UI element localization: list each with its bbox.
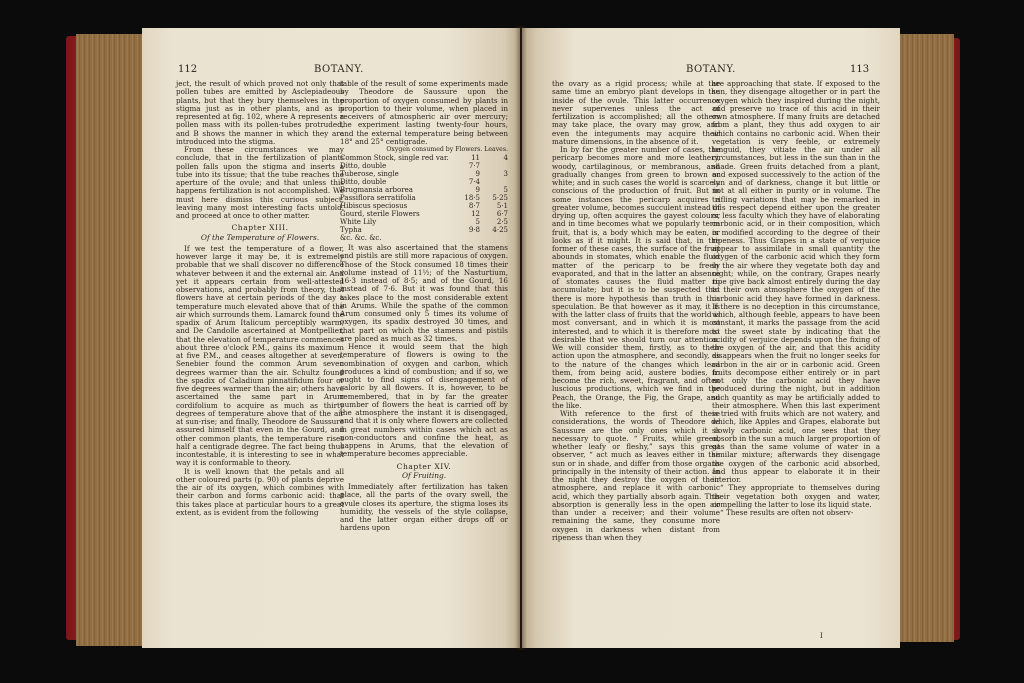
leaves-value-cell: 3 xyxy=(503,170,508,178)
flowers-value-cell: 18·5 xyxy=(464,194,480,202)
leaves-value-cell xyxy=(480,234,508,242)
plant-name-cell: Ditto, double xyxy=(340,162,387,170)
paragraph: With reference to the first of these considerations, the words of Theodore de Saussure are the only ones which it is necessary to quote. “ Fruits, while green, whether leafy or fleshy,” says this great observer, “ act much as leaves either in the sun or in shade, and differ from those organs principally in the intensity of their action. In the night they destroy the oxygen of their atmosphere, and replace it with carbonic acid, which they partially absorb again. This absorption is generally less in the open air than under a receiver; and their volume remaining the same, they consume more oxygen in darkness when distant from ripeness than when they xyxy=(552,409,720,542)
left-column-1 xyxy=(176,80,344,517)
table-row xyxy=(340,154,508,162)
paragraph: Hence it would seem that the high temperature of flowers is owing to the combination of oxygen and carbon, which produces a kind of combustion; and if so, we ought to find signs of disengagement of caloric by all flowers. It is, however, to be remembered, that in by far the greater number of flowers the heat is carried off by the atmosphere the instant it is disengaged, and that it is only where flowers are collected in great numbers within cases which act as non-conductors and confine the heat, as happens in Arums, that the elevation of temperature becomes appreciable. xyxy=(340,342,508,459)
chapter-heading: Chapter XIV. xyxy=(396,461,452,471)
paragraph: If we test the temperature of a flower, however large it may be, it is extremely probable that we shall discover no difference whatever between it and the external air. And yet it appears certain from well-attested observations, and probably from theory, that flowers have at certain periods of the day a temperature much elevated above that of the air which surrounds them. Lamarck found the spadix of Arum Italicum perceptibly warm; and De Candolle ascertained at Montpellier, that the elevation of temperature commences about three o'clock P.M., gains its maximum at five P.M., and ceases altogether at seven. Senebier found the common Arum seven degrees warmer than the air. Schultz found the spadix of Caladium pinnatifidum four or five degrees warmer than the air; others have ascertained the same part in Arum cordifolium to acquire as much as thirty degrees of temperature above that of the air at sun-rise; and finally, Theodore de Saussure assured himself that even in the Gourd, and other common plants, the temperature rises half a centigrade degree. The fact being thus incontestable, it is interesting to see in what way it is conformable to theory. xyxy=(176,243,344,468)
oxygen-table xyxy=(340,154,508,242)
leaves-value-cell: 5·1 xyxy=(496,202,508,210)
table-row xyxy=(340,194,508,202)
running-head: BOTANY. xyxy=(686,64,736,75)
leaves-value-cell: 4 xyxy=(503,154,508,162)
table-row xyxy=(340,162,508,170)
leaves-value-cell xyxy=(480,178,508,186)
right-column-2 xyxy=(712,80,880,517)
flowers-value-cell: 9·8 xyxy=(468,226,480,234)
table-row xyxy=(340,178,508,186)
paragraph: It was also ascertained that the stamens and pistils are still more rapacious of oxygen. Those of the Stock consumed 18 times their volume instead of 11½; of the Nasturtium, 16·3 instead of 8·5; and of the Gourd, 16 instead of 7·6. But it was found that this takes place to the most considerable extent in Arums. While the spathe of the common Arum consumed only 5 times its volume of oxygen, its spadix destroyed 30 times, and that part on which the stamens and pistils are placed as much as 32 times. xyxy=(340,243,508,343)
paragraph: It is well known that the petals and all other coloured parts (p. 90) of plants deprive the air of its oxygen, which combines with their carbon and forms carbonic acid: that this takes place at particular hours to a great extent, as is evident from the following xyxy=(176,466,344,517)
gutter-shadow xyxy=(515,26,527,650)
plant-name-cell: Brugmansia arborea xyxy=(340,186,413,194)
page-number: 113 xyxy=(850,64,870,75)
flowers-value-cell: 8·7 xyxy=(468,202,480,210)
plant-name-cell: Hibiscus speciosus xyxy=(340,202,408,210)
plant-name-cell: Common Stock, single red var. xyxy=(340,154,449,162)
paragraph: are approaching that state. If exposed to the sun, they disengage altogether or in part the oxygen which they inspired during the night, and preserve no trace of this acid in their own atmosphere. If many fruits are detached from a plant, they thus add oxygen to air which contains no carbonic acid. When their vegetation is very feeble, or extremely languid, they vitiate the air under all circumstances, but less in the sun than in the shade. Green fruits detached from a plant, and exposed successively to the action of the sun and of darkness, change it but little or not at all either in purity or in volume. The trifling variations that may be remarked in this respect depend either upon the greater or less faculty which they have of elaborating carbonic acid, or in their composition, which is modified according to the degree of their ripeness. Thus Grapes in a state of verjuice appear to assimilate in small quantity the oxygen of the carbonic acid which they form in the air where they vegetate both day and night; while, on the contrary, Grapes nearly ripe give back almost entirely during the day to their own atmosphere the oxygen of the carbonic acid they have formed in darkness. If there is no deception in this circumstance, which, although feeble, appears to have been constant, it marks the passage from the acid to the sweet state by indicating that the acidity of verjuice depends upon the fixing of the oxygen of the air, and that this acidity disappears when the fruit no longer seeks for carbon in the air or in carbonic acid. Green fruits decompose either entirely or in part not only the carbonic acid they have produced during the night, but in addition such quantity as may be artificially added to their atmosphere. When this last experiment is tried with fruits which are not watery, and which, like Apples and Grapes, elaborate but slowly carbonic acid, one sees that they absorb in the sun a much larger proportion of gas than the same volume of water in a similar mixture; afterwards they disengage the oxygen of the carbonic acid absorbed, and thus appear to elaborate it in their interior. xyxy=(712,79,880,484)
table-row xyxy=(340,226,508,234)
plant-name-cell: Passiflora serratifolia xyxy=(340,194,416,202)
running-head: BOTANY. xyxy=(314,64,364,75)
paragraph: From these circumstances we may conclude, that in the fertilization of plants pollen falls upon the stigma and inserts a tube into its tissue; that the tube reaches the aperture of the ovule; and that unless this happens fertilization is not accomplished. We must here dismiss this curious subject, leaving many most interesting facts untold, and proceed at once to other matter. xyxy=(176,145,344,220)
table-row xyxy=(340,218,508,226)
paragraph: the ovary as a rigid process; while at the same time an embryo plant develops in the inside of the ovule. This latter occurrence never supervenes unless the act of fertilization is accomplished; all the others may take place, the ovary may grow, and even the integuments may acquire their mature dimensions, in the absence of it. xyxy=(552,79,720,146)
flowers-value-cell: 11 xyxy=(471,154,480,162)
table-row xyxy=(340,210,508,218)
chapter-heading: Chapter XIII. xyxy=(231,223,289,233)
right-column-1 xyxy=(552,80,720,542)
leaves-value-cell: 6·7 xyxy=(496,210,508,218)
leaves-value-cell xyxy=(480,162,508,170)
plant-name-cell: Typha xyxy=(340,226,362,234)
left-column-2 xyxy=(340,80,508,533)
flowers-value-cell: 9 xyxy=(475,170,480,178)
table-header: Oxygen consumed by Flowers. Leaves. xyxy=(386,146,508,153)
leaves-value-cell: 2·5 xyxy=(496,218,508,226)
table-row xyxy=(340,186,508,194)
flowers-value-cell: 7·7 xyxy=(468,162,480,170)
paragraph: Immediately after fertilization has taken place, all the parts of the ovary swell, the ovule closes its aperture, the stigma loses its humidity, the vessels of the style collapse, and the latter organ either drops off or hardens upon xyxy=(340,482,508,533)
page-edges-right xyxy=(896,34,954,642)
plant-name-cell: White Lily xyxy=(340,218,377,226)
plant-name-cell: Ditto, double xyxy=(340,178,387,186)
table-row xyxy=(340,234,508,242)
flowers-value-cell: 12 xyxy=(471,210,480,218)
paragraph: In by far the greater number of cases, the pericarp becomes more and more leathery, woody, cartilaginous, or membranous, and gradually changes from green to brown or white; and in such cases the world is scarcely conscious of the production of fruit. But in some instances the pericarp acquires a greater volume, becomes succulent instead of drying up, often acquires the gayest colours, and in time becomes what we popularly term fruit, that is, a body which may be eaten, or looks as if it might. It is said that, in the former of these cases, the surface of the fruit abounds in stomates, which enable the fluid matter of the pericarp to be freely evaporated, and that in the latter an absence of stomates causes the fluid matter to accumulate; but it is to be suspected that there is more hypothesis than truth in this speculation. Be that however as it may, it is with the latter class of fruits that the world is most conversant, and in which it is most interested, and to which it is therefore most desirable that we should turn our attention. We will consider them, firstly, as to their action upon the atmosphere, and secondly, as to the nature of the changes which lead them, from being acid, austere bodies, to become the rich, sweet, fragrant, and often luscious productions, which we find in the Peach, the Orange, the Fig, the Grape, and the like. xyxy=(552,145,720,410)
table-row xyxy=(340,170,508,178)
page-edges-left xyxy=(76,34,146,646)
plant-name-cell: Tuberose, single xyxy=(340,170,399,178)
paragraph: “ These results are often not observ- xyxy=(720,508,854,517)
paragraph: ject, the result of which proved not only that pollen tubes are emitted by Asclepiadeous plants, but that they bury themselves in the stigma just as in other plants, and as is represented at fig. 102, where A represents a pollen mass with its pollen-tubes protruded, and B shows the manner in which they are introduced into the stigma. xyxy=(176,79,344,146)
right-page xyxy=(522,28,900,648)
left-page xyxy=(142,28,520,648)
flowers-value-cell: 5 xyxy=(475,218,480,226)
page-number: 112 xyxy=(178,64,198,75)
paragraph: “ They appropriate to themselves during their vegetation both oxygen and water, compelling the latter to lose its liquid state. xyxy=(712,483,880,509)
leaves-value-cell: 4·25 xyxy=(492,226,508,234)
signature-mark: I xyxy=(820,632,823,640)
leaves-value-cell: 5 xyxy=(503,186,508,194)
chapter-subtitle: Of Fruiting. xyxy=(401,470,447,480)
flowers-value-cell: 7·4 xyxy=(468,178,480,186)
plant-name-cell: Gourd, sterile Flowers xyxy=(340,210,420,218)
paragraph: table of the result of some experiments made by Theodore de Saussure upon the proportion of oxygen consumed by plants in proportion to their volume, when placed in receivers of atmospheric air over mercury; the experiment lasting twenty-four hours, and the external temperature being between 18° and 25° centigrade. xyxy=(340,79,508,146)
table-row xyxy=(340,202,508,210)
chapter-subtitle: Of the Temperature of Flowers. xyxy=(200,232,320,242)
plant-name-cell: &c. &c. &c. xyxy=(340,234,382,242)
leaves-value-cell: 5·25 xyxy=(492,194,508,202)
flowers-value-cell: 9 xyxy=(475,186,480,194)
flowers-value-cell xyxy=(452,234,480,242)
